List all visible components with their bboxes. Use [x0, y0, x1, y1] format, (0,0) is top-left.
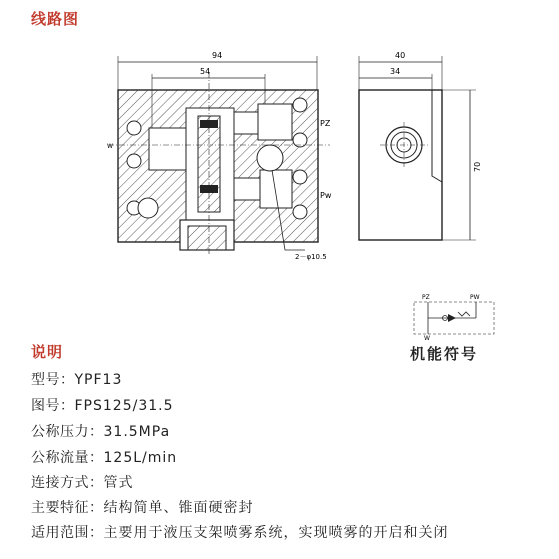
hole-note: 2－φ10.5: [295, 253, 327, 261]
symbol-pw-label: PW: [470, 294, 480, 301]
port-pz-label: PZ: [320, 119, 331, 128]
spec-row: 连接方式：管式: [31, 475, 134, 491]
section-view: [108, 56, 330, 255]
port-pw-label: Pw: [320, 191, 332, 200]
spec-row: 图号：FPS125/31.5: [31, 398, 174, 414]
symbol-caption: 机能符号: [410, 345, 479, 363]
spec-row: 型号：YPF13: [31, 372, 123, 388]
port-w-label: W: [107, 143, 113, 150]
dim-height-label: 70: [473, 161, 482, 172]
description-heading: 说明: [31, 343, 64, 361]
dim-width-label: 94: [212, 51, 223, 60]
spec-row: 主要特征：结构简单、锥面硬密封: [31, 500, 254, 516]
circuit-heading: 线路图: [31, 10, 80, 28]
dim-side-inner-label: 34: [390, 67, 401, 76]
side-view: [359, 56, 476, 240]
spec-row: 公称压力：31.5MPa: [31, 424, 171, 440]
dim-side-width-label: 40: [395, 51, 406, 60]
spec-row: 公称流量：125L/min: [31, 450, 178, 466]
spec-row: 适用范围：主要用于液压支架喷雾系统，实现喷雾的开启和关闭: [31, 525, 449, 541]
symbol-w-label: W: [424, 335, 430, 340]
symbol-pz-label: PZ: [422, 294, 430, 301]
dim-inner-label: 54: [200, 67, 211, 76]
function-symbol: [414, 302, 494, 334]
